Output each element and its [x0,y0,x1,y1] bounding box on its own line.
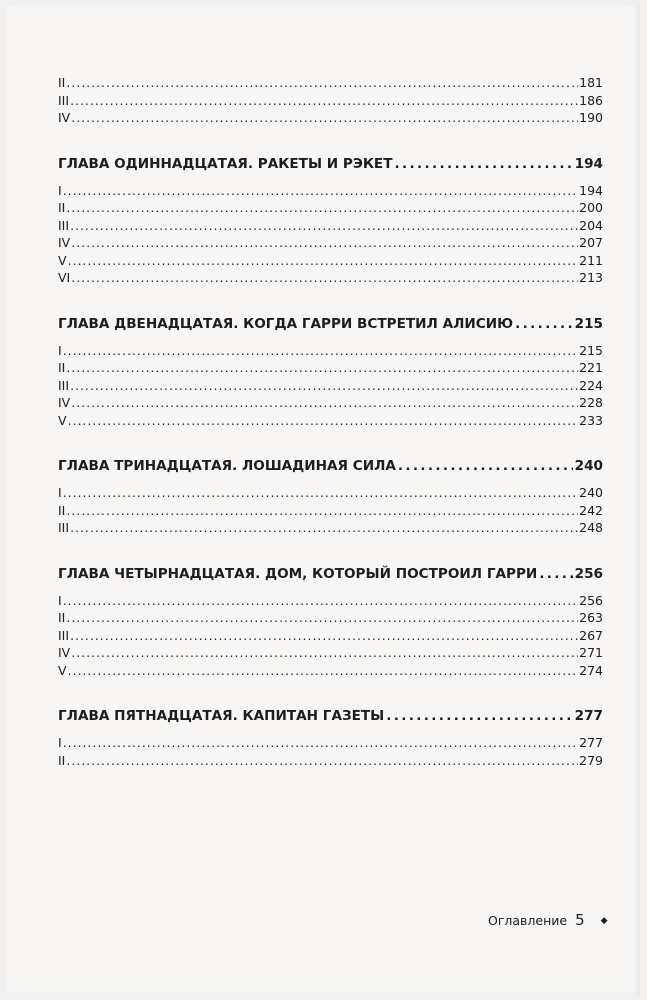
section-label: II [58,200,66,215]
chapter-heading[interactable] [58,706,603,726]
page-reference: 248 [579,520,603,535]
section-label: I [58,485,62,500]
chapter-list [58,154,603,770]
chapter-title: ГЛАВА ОДИННАДЦАТАЯ. РАКЕТЫ И РЭКЕТ [58,155,393,172]
page-reference: 242 [579,502,603,518]
page-reference: 200 [579,200,603,215]
chapter-group [58,154,603,287]
toc-entry[interactable] [58,199,603,217]
chapter-group [58,706,603,769]
dot-leader [71,109,578,127]
chapter-title: ГЛАВА ПЯТНАДЦАТАЯ. КАПИТАН ГАЗЕТЫ [58,708,385,724]
page-reference: 215 [574,315,603,332]
page-reference: 190 [579,110,603,125]
leading-entries [58,74,603,127]
dot-leader [395,154,573,174]
dot-leader [63,592,578,610]
section-label: II [58,610,66,625]
toc-entry[interactable] [58,502,603,520]
page-reference: 240 [574,458,603,474]
chapter-heading[interactable] [58,564,603,584]
page-reference: 240 [579,485,603,500]
dot-leader [398,456,573,476]
section-label: IV [58,110,71,125]
section-label: III [58,377,70,393]
section-label: IV [58,235,71,250]
chapter-group [58,314,603,430]
section-label: V [58,662,67,678]
dot-leader [70,377,578,395]
toc-entry[interactable] [58,752,603,770]
toc-entry[interactable] [58,92,603,110]
page-reference: 204 [579,217,603,233]
dot-leader [68,252,579,270]
section-label: II [58,752,66,768]
dot-leader [63,734,578,752]
page-reference: 263 [579,610,603,625]
dot-leader [71,269,578,287]
dot-leader [71,234,578,252]
chapter-title: ГЛАВА ТРИНАДЦАТАЯ. ЛОШАДИНАЯ СИЛА [58,458,396,474]
page-reference: 277 [579,735,603,750]
section-label: III [58,217,70,233]
toc-entry[interactable] [58,412,603,430]
dot-leader [66,609,578,627]
footer-section-label: Оглавление [488,913,568,928]
dot-leader [66,74,578,92]
section-label: II [58,75,66,90]
toc-entry[interactable] [58,182,603,200]
toc-entry[interactable] [58,359,603,377]
section-label: VI [58,270,71,285]
toc-entry[interactable] [58,609,603,627]
page-reference: 271 [579,645,603,660]
section-label: I [58,342,62,358]
chapter-title: ГЛАВА ЧЕТЫРНАДЦАТАЯ. ДОМ, КОТОРЫЙ ПОСТРОИЛ ГАРРИ [58,565,538,582]
toc-entry[interactable] [58,484,603,502]
table-of-contents [58,74,603,769]
dot-leader [63,342,578,360]
dot-leader [66,359,578,377]
toc-entry[interactable] [58,644,603,662]
toc-entry[interactable] [58,662,603,680]
toc-entry[interactable] [58,234,603,252]
page-reference: 181 [579,75,603,90]
page-reference: 213 [579,270,603,285]
section-label: V [58,412,67,428]
toc-entry[interactable] [58,74,603,92]
diamond-ornament-icon: ◆ [600,916,608,926]
toc-entry[interactable] [58,394,603,412]
dot-leader [66,752,578,770]
page-reference: 224 [579,377,603,393]
toc-entry[interactable] [58,627,603,645]
page-reference: 267 [579,627,603,643]
toc-entry[interactable] [58,109,603,127]
dot-leader [70,217,578,235]
toc-entry[interactable] [58,269,603,287]
page-reference: 194 [574,155,603,172]
chapter-heading[interactable] [58,314,603,334]
dot-leader [66,502,578,520]
page-reference: 211 [579,252,603,268]
page-reference: 256 [574,565,603,582]
section-label: I [58,735,62,750]
dot-leader [66,199,578,217]
section-label: I [58,592,62,608]
section-label: V [58,252,67,268]
dot-leader [71,394,578,412]
dot-leader [70,627,578,645]
chapter-heading[interactable] [58,154,603,174]
dot-leader [539,564,572,584]
dot-leader [70,519,578,537]
page-reference: 233 [579,412,603,428]
dot-leader [386,706,572,726]
toc-entry[interactable] [58,217,603,235]
page-reference: 277 [574,708,603,724]
page-reference: 207 [579,235,603,250]
chapter-group [58,456,603,537]
dot-leader [515,314,573,334]
dot-leader [71,644,578,662]
section-label: IV [58,645,71,660]
section-label: IV [58,395,71,410]
page-reference: 186 [579,92,603,108]
page-reference: 221 [579,360,603,375]
dot-leader [70,92,578,110]
page-reference: 274 [579,662,603,678]
toc-entry[interactable] [58,252,603,270]
toc-entry[interactable] [58,377,603,395]
page-reference: 228 [579,395,603,410]
toc-entry[interactable] [58,592,603,610]
section-label: III [58,92,70,108]
chapter-group [58,564,603,680]
toc-entry[interactable] [58,342,603,360]
dot-leader [63,182,578,200]
page-reference: 194 [579,182,603,198]
page-footer [488,911,608,929]
page-reference: 279 [579,752,603,768]
book-page [6,4,640,994]
section-label: III [58,520,70,535]
dot-leader [63,484,578,502]
section-label: II [58,502,66,518]
page-reference: 215 [579,342,603,358]
page-reference: 256 [579,592,603,608]
dot-leader [68,412,579,430]
chapter-heading[interactable] [58,456,603,476]
dot-leader [68,662,579,680]
page-number: 5 [575,911,585,929]
toc-entry[interactable] [58,519,603,537]
toc-entry[interactable] [58,734,603,752]
section-label: III [58,627,70,643]
section-label: II [58,360,66,375]
chapter-title: ГЛАВА ДВЕНАДЦАТАЯ. КОГДА ГАРРИ ВСТРЕТИЛ АЛИСИЮ [58,315,514,332]
section-label: I [58,182,62,198]
